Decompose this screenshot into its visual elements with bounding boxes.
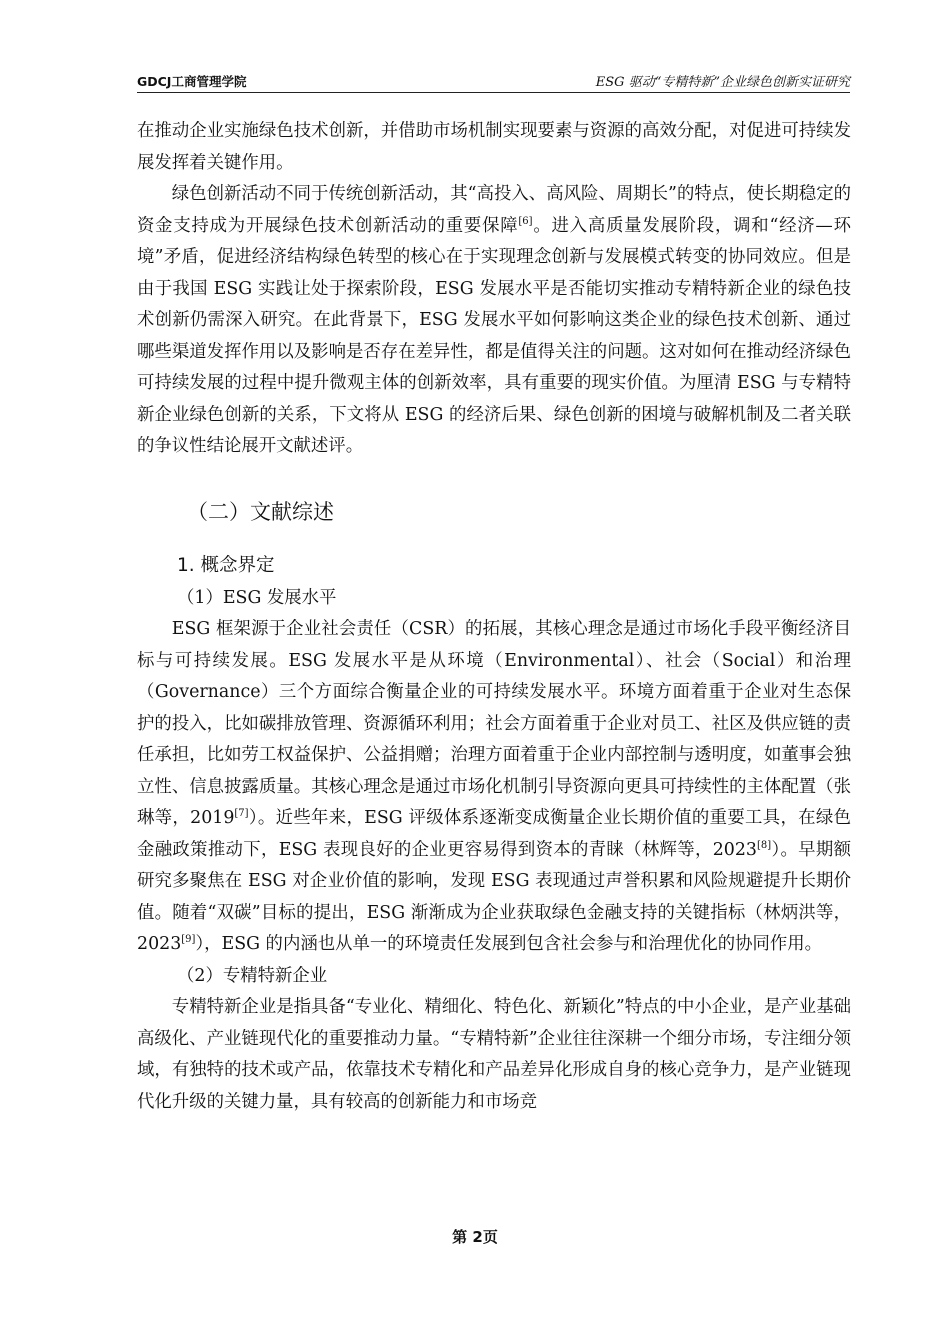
header-institution: GDCJ工商管理学院	[137, 74, 247, 89]
header-paper-title: ESG 驱动“专精特新”企业绿色创新实证研究	[595, 75, 850, 90]
citation-ref: [8]	[756, 839, 772, 851]
paragraph-text: ）。早期额研究多聚焦在 ESG 对企业价值的影响，发现 ESG 表现通过声誉积累和风险规避提升长期价值。随着“双碳”目标的提出，ESG 渐渐成为企业获取绿色金融支持的关键指标（林炳洪等，2023	[137, 839, 851, 954]
page-header	[137, 66, 850, 93]
paragraph-intro-end: 在推动企业实施绿色技术创新，并借助市场机制实现要素与资源的高效分配，对促进可持续发展发挥着关键作用。	[137, 121, 851, 173]
subsection-heading: 1. 概念界定	[177, 554, 275, 576]
subsubsection-heading-zjtx: （2）专精特新企业	[177, 965, 328, 986]
paragraph-esg-definition	[137, 614, 851, 961]
paragraph-text: ESG 框架源于企业社会责任（CSR）的拓展，其核心理念是通过市场化手段平衡经济目标与可持续发展。ESG 发展水平是从环境（Environmental）、社会（Social）和治理（Governance）三个方面综合衡量企业的可持续发展水平。环境方面着重于企业对生态保护的投入，比如碳排放管理、资源循环利用；社会方面着重于企业对员工、社区及供应链的责任承担，比如劳工权益保护、公益捐赠；治理方面着重于企业内部控制与透明度，如董事会独立性、信息披露质量。其核心理念是通过市场化机制引导资源向更具可持续性的主体配置（张琳等，2019	[137, 619, 851, 828]
page-number: 第 2页	[452, 1228, 498, 1246]
paragraph-text: ），ESG 的内涵也从单一的环境责任发展到包含社会参与和治理优化的协同作用。	[195, 934, 823, 954]
citation-ref: [9]	[181, 934, 196, 945]
paragraph-text: 。进入高质量发展阶段，调和“经济—环境”矛盾，促进经济结构绿色转型的核心在于实现理念创新与发展模式转变的协同效应。但是由于我国 ESG 实践让处于探索阶段，ESG 发展水平是否能切实推动专精特新企业的绿色技术创新仍需深入研究。在此背景下，ESG 发展水平如何影响这类企业的绿色技术创新、通过哪些渠道发挥作用以及影响是否存在差异性，都是值得关注的问题。这对如何在推动经济绿色可持续发展的过程中提升微观主体的创新效率，具有重要的现实价值。为厘清 ESG 与专精特新企业绿色创新的关系，下文将从 ESG 的经济后果、绿色创新的困境与破解机制及二者关联的争议性结论展开文献述评。	[137, 215, 851, 456]
citation-ref: [6]	[518, 215, 533, 227]
paragraph-zjtx-definition: 专精特新企业是指具备“专业化、精细化、特色化、新颖化”特点的中小企业，是产业基础高级化、产业链现代化的重要推动力量。“专精特新”企业往往深耕一个细分市场，专注细分领域，有独特的技术或产品，依靠技术专精化和产品差异化形成自身的核心竞争力，是产业链现代化升级的关键力量，具有较高的创新能力和市场竞	[137, 997, 851, 1112]
paragraph-text: 绿色创新活动不同于传统创新活动，其“高投入、高风险、周期长”的特点，使长期稳定的资金支持成为开展绿色技术创新活动的重要保障	[137, 184, 851, 236]
section-heading: （二）文献综述	[187, 499, 334, 524]
paragraph-green-innovation	[137, 179, 851, 463]
page-body	[137, 116, 851, 1118]
subsubsection-heading-esg: （1）ESG 发展水平	[177, 587, 337, 608]
citation-ref: [7]	[234, 808, 249, 819]
paragraph-text: ）。近些年来，ESG 评级体系逐渐变成衡量企业长期价值的重要工具，在绿色金融政策推动下，ESG 表现良好的企业更容易得到资本的青睐（林辉等，2023	[137, 808, 851, 860]
